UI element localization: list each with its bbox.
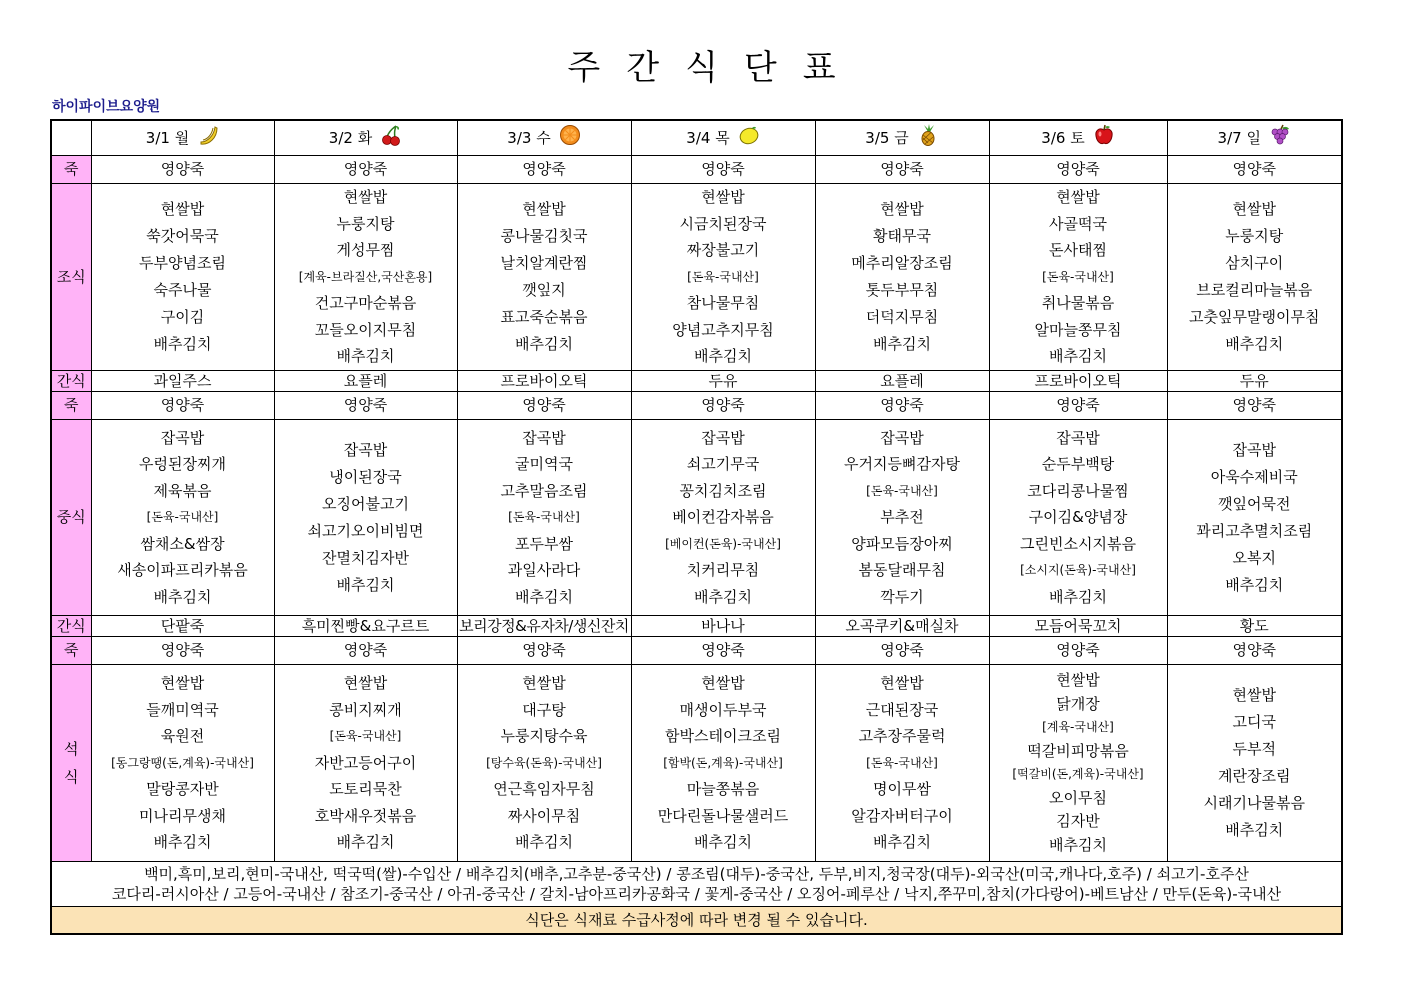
corner-cell: [51, 120, 91, 156]
menu-item: 쇠고기무국: [686, 455, 760, 474]
menu-item: 육원전: [160, 727, 205, 746]
menu-item: 현쌀밥: [1232, 200, 1276, 218]
menu-item: 오징어불고기: [322, 494, 409, 513]
menu-cell: [815, 665, 989, 862]
menu-cell: 모듬어묵꼬치: [989, 616, 1167, 637]
menu-item: 쑥갓어묵국: [146, 227, 219, 245]
menu-cell: 영양죽: [989, 637, 1167, 665]
menu-item: 꼬들오이지무침: [314, 320, 417, 339]
menu-cell: 영양죽: [631, 156, 815, 184]
menu-item: 고춧잎무말랭이무침: [1189, 308, 1320, 326]
menu-cell: [1167, 184, 1342, 371]
menu-item: 우렁된장찌개: [139, 455, 226, 474]
day-header: [989, 120, 1167, 156]
menu-cell: 보리강정&유자차/생신잔치: [457, 616, 631, 637]
menu-item: [베이컨(돈육)-국내산]: [665, 536, 781, 551]
meal-label: 간식: [51, 371, 91, 392]
orange-icon: [559, 124, 581, 146]
menu-cell: [631, 665, 815, 862]
menu-cell: [631, 420, 815, 616]
lemon-icon: [738, 124, 760, 146]
day-label: 3/2 화: [328, 129, 373, 148]
menu-cell: 영양죽: [457, 156, 631, 184]
menu-item: 김자반: [1056, 812, 1100, 830]
meal-label: 조식: [51, 184, 91, 371]
menu-item: 삼치구이: [1225, 254, 1284, 272]
menu-item: 꽁치김치조림: [679, 481, 767, 500]
menu-item: 포두부쌈: [515, 534, 573, 553]
origin-row: [51, 862, 1342, 907]
menu-item: 배추김치: [1225, 335, 1284, 353]
menu-cell: [457, 184, 631, 371]
cherry-icon: [380, 124, 402, 146]
menu-cell: [457, 665, 631, 862]
menu-item: 아욱수제비국: [1210, 467, 1298, 486]
porridge-row: [51, 156, 1342, 184]
menu-item: [돈육-국내산]: [1042, 269, 1114, 284]
menu-cell: 영양죽: [989, 156, 1167, 184]
menu-item: 배추김치: [515, 833, 573, 852]
menu-item: 배추김치: [873, 335, 931, 353]
menu-item: [돈육-국내산]: [508, 510, 580, 525]
banana-icon: [197, 124, 219, 146]
day-header: [457, 120, 631, 156]
menu-cell: 영양죽: [631, 392, 815, 420]
menu-cell: 영양죽: [457, 637, 631, 665]
menu-item: [떡갈비(돈,계육)-국내산]: [1012, 767, 1144, 781]
menu-item: 배추김치: [515, 335, 573, 353]
menu-item: 배추김치: [694, 587, 752, 606]
menu-cell: 영양죽: [91, 637, 274, 665]
day-label: 3/1 월: [145, 129, 190, 148]
notice-text: 식단은 식재료 수급사정에 따라 변경 될 수 있습니다.: [51, 907, 1342, 935]
menu-cell: 흑미찐빵&요구르트: [274, 616, 457, 637]
menu-item: 배추김치: [1225, 575, 1284, 594]
menu-cell: 두유: [1167, 371, 1342, 392]
menu-cell: 영양죽: [815, 156, 989, 184]
menu-item: 봄동달래무침: [858, 561, 946, 580]
menu-item: [돈육-국내산]: [866, 755, 938, 770]
menu-cell: [274, 665, 457, 862]
pineapple-icon: [917, 124, 939, 146]
menu-item: 메추리알장조림: [851, 254, 953, 272]
origin-line: 백미,흑미,보리,현미-국내산, 떡국떡(쌀)-수입산 / 배추김치(배추,고추분-중국산) / 콩조림(대두)-중국산, 두부,비지,청국장(대두)-외국산(미국,캐나다,호주) / 쇠고기-호주산: [144, 865, 1249, 883]
menu-item: 현쌀밥: [160, 200, 205, 218]
menu-item: 배추김치: [336, 575, 395, 594]
menu-item: 양념고추지무침: [672, 320, 774, 339]
menu-item: 굴미역국: [515, 455, 573, 474]
menu-item: 연근흑임자무침: [493, 780, 595, 799]
porridge-row: [51, 637, 1342, 665]
meal-label: 죽: [51, 156, 91, 184]
menu-item: [계육-브라질산,국산혼용]: [298, 269, 433, 284]
menu-item: 꽈리고추멸치조림: [1196, 521, 1313, 540]
menu-item: 명이무쌈: [873, 780, 931, 799]
menu-item: [탕수육(돈육)-국내산]: [486, 755, 602, 770]
menu-cell: 바나나: [631, 616, 815, 637]
menu-cell: [457, 420, 631, 616]
menu-item: 배추김치: [153, 335, 212, 353]
menu-item: 현쌀밥: [1056, 671, 1100, 689]
facility-name: 하이파이브요양원: [52, 99, 161, 115]
menu-item: 사골떡국: [1049, 214, 1107, 233]
menu-cell: 과일주스: [91, 371, 274, 392]
menu-item: 고추말음조림: [500, 481, 588, 500]
menu-item: 구이김&양념장: [1028, 508, 1128, 527]
menu-item: 현쌀밥: [343, 674, 388, 693]
menu-item: 잔멸치김자반: [322, 548, 409, 567]
menu-cell: [91, 665, 274, 862]
menu-item: 근대된장국: [865, 700, 939, 719]
meal-label-part: 석: [64, 740, 79, 758]
menu-cell: 영양죽: [274, 156, 457, 184]
menu-item: 잡곡밥: [701, 428, 745, 447]
menu-cell: 영양죽: [457, 392, 631, 420]
menu-item: 제육볶음: [153, 481, 212, 500]
menu-item: 두부적: [1232, 740, 1276, 758]
menu-item: 함박스테이크조림: [665, 727, 781, 746]
meal-label: 간식: [51, 616, 91, 637]
menu-item: 배추김치: [336, 347, 395, 366]
day-label: 3/4 목: [686, 129, 730, 148]
menu-item: 누룽지탕: [336, 214, 395, 233]
day-label: 3/7 일: [1217, 129, 1261, 148]
menu-item: 현쌀밥: [343, 188, 388, 207]
menu-item: 취나물볶음: [1041, 294, 1115, 313]
menu-item: 시금치된장국: [679, 214, 767, 233]
grape-icon: [1269, 124, 1291, 146]
menu-item: 게성무찜: [336, 241, 395, 260]
meal-label: 중식: [51, 420, 91, 616]
menu-item: 현쌀밥: [522, 674, 566, 693]
day-label: 3/6 토: [1041, 129, 1085, 148]
menu-item: 치커리무침: [686, 561, 760, 580]
menu-item: 현쌀밥: [1056, 188, 1100, 207]
menu-item: 도토리묵찬: [329, 780, 402, 799]
menu-item: 구이김: [160, 308, 205, 326]
notice-row: [51, 907, 1342, 935]
menu-item: 황태무국: [873, 227, 931, 245]
menu-item: 오이무침: [1049, 788, 1107, 807]
menu-item: 더덕지무침: [865, 308, 939, 326]
menu-item: [계육-국내산]: [1042, 720, 1114, 734]
menu-item: 두부양념조림: [139, 254, 226, 272]
menu-item: 잡곡밥: [880, 428, 924, 447]
menu-item: 현쌀밥: [880, 200, 924, 218]
menu-cell: 황도: [1167, 616, 1342, 637]
menu-item: 현쌀밥: [701, 188, 745, 207]
menu-cell: 프로바이오틱: [989, 371, 1167, 392]
menu-cell: [815, 184, 989, 371]
menu-item: 매생이두부국: [679, 700, 767, 719]
menu-item: 깻잎지: [522, 281, 566, 299]
menu-item: 누룽지탕수육: [500, 727, 588, 746]
menu-item: 떡갈비피망볶음: [1027, 741, 1129, 760]
menu-cell: 영양죽: [1167, 637, 1342, 665]
menu-cell: 영양죽: [91, 156, 274, 184]
day-header: [815, 120, 989, 156]
menu-item: 브로컬리마늘볶음: [1196, 281, 1313, 299]
menu-item: 참나물무침: [686, 294, 760, 313]
menu-item: 배추김치: [336, 833, 395, 852]
menu-item: 잡곡밥: [343, 440, 388, 459]
menu-cell: 영양죽: [1167, 156, 1342, 184]
menu-item: 배추김치: [1225, 821, 1284, 839]
origin-info: [51, 862, 1342, 907]
apple-icon: [1093, 124, 1115, 146]
porridge-row: [51, 392, 1342, 420]
menu-item: 짜사이무침: [507, 806, 581, 825]
menu-item: 마늘쫑볶음: [686, 780, 760, 799]
menu-item: 만다린돌나물샐러드: [657, 806, 789, 825]
menu-item: 배추김치: [515, 587, 573, 606]
menu-item: 호박새우젓볶음: [314, 806, 417, 825]
menu-item: 배추김치: [694, 833, 752, 852]
menu-item: 배추김치: [153, 587, 212, 606]
day-header: [274, 120, 457, 156]
menu-item: 깍두기: [880, 587, 924, 606]
menu-item: [돈육-국내산]: [146, 510, 219, 525]
menu-item: 배추김치: [873, 833, 931, 852]
meal-label: [51, 665, 91, 862]
menu-cell: 단팥죽: [91, 616, 274, 637]
snack-am-row: [51, 371, 1342, 392]
menu-item: 누룽지탕: [1225, 227, 1284, 245]
menu-item: [소시지(돈육)-국내산]: [1020, 563, 1136, 578]
menu-item: 닭개장: [1056, 694, 1100, 713]
menu-item: 자반고등어구이: [314, 753, 417, 772]
menu-item: 배추김치: [153, 833, 212, 852]
menu-item: 새송이파프리카볶음: [117, 561, 248, 580]
menu-item: 고디국: [1232, 713, 1276, 731]
menu-cell: [91, 184, 274, 371]
menu-item: 날치알계란찜: [500, 254, 588, 272]
day-header: [631, 120, 815, 156]
lunch-row: [51, 420, 1342, 616]
meal-label-part: 식: [64, 768, 79, 786]
day-header: [1167, 120, 1342, 156]
menu-item: 오복지: [1232, 548, 1276, 567]
menu-item: 그린빈소시지볶음: [1020, 534, 1136, 553]
snack-pm-row: [51, 616, 1342, 637]
day-header: [91, 120, 274, 156]
menu-item: [함박(돈,계육)-국내산]: [663, 755, 783, 770]
menu-item: 쌈채소&쌈장: [140, 534, 225, 553]
menu-item: [돈육-국내산]: [866, 483, 938, 498]
menu-item: 대구탕: [522, 700, 566, 719]
menu-item: 현쌀밥: [160, 674, 205, 693]
menu-item: 현쌀밥: [522, 200, 566, 218]
menu-item: 순두부백탕: [1041, 455, 1115, 474]
menu-item: 알마늘쫑무침: [1034, 320, 1122, 339]
menu-cell: 프로바이오틱: [457, 371, 631, 392]
menu-item: 돈사태찜: [1049, 241, 1107, 260]
menu-item: 표고죽순볶음: [500, 308, 588, 326]
menu-item: 배추김치: [1049, 587, 1107, 606]
menu-cell: [631, 184, 815, 371]
day-header-row: [51, 120, 1342, 156]
menu-item: 깻잎어묵전: [1218, 494, 1291, 513]
menu-item: 잡곡밥: [1056, 428, 1100, 447]
menu-item: 냉이된장국: [329, 467, 402, 486]
menu-cell: 영양죽: [989, 392, 1167, 420]
menu-cell: [989, 420, 1167, 616]
menu-item: [돈육-국내산]: [687, 269, 759, 284]
menu-cell: 영양죽: [631, 637, 815, 665]
menu-item: 쇠고기오이비빔면: [307, 521, 424, 540]
menu-item: 배추김치: [694, 347, 752, 366]
menu-item: 말랑콩자반: [146, 780, 219, 799]
menu-cell: 영양죽: [815, 637, 989, 665]
menu-item: 우거지등뼈감자탕: [844, 455, 960, 474]
menu-item: 현쌀밥: [1232, 686, 1276, 704]
menu-item: [동그랑땡(돈,계육)-국내산]: [111, 755, 254, 770]
menu-cell: [1167, 665, 1342, 862]
menu-cell: [989, 184, 1167, 371]
menu-cell: 영양죽: [274, 637, 457, 665]
menu-cell: 오곡쿠키&매실차: [815, 616, 989, 637]
menu-item: 톳두부무침: [865, 281, 939, 299]
breakfast-row: [51, 184, 1342, 371]
day-label: 3/5 금: [865, 129, 909, 148]
menu-cell: [989, 665, 1167, 862]
menu-item: 잡곡밥: [1232, 440, 1276, 459]
weekly-menu-table: [50, 119, 1343, 935]
menu-item: 현쌀밥: [701, 674, 745, 693]
menu-cell: 영양죽: [1167, 392, 1342, 420]
menu-cell: [815, 420, 989, 616]
menu-item: 베이컨감자볶음: [672, 508, 774, 527]
origin-line: 코다리-러시아산 / 고등어-국내산 / 참조기-중국산 / 아귀-중국산 / 갈치-남아프리카공화국 / 꽃게-중국산 / 오징어-페루산 / 낙지,쭈꾸미,참치(가다랑어)-베트남산 / 만두(돈육)-국내산: [111, 885, 1282, 903]
menu-item: 배추김치: [1049, 835, 1107, 854]
menu-item: 현쌀밥: [880, 674, 924, 693]
meal-label: 죽: [51, 392, 91, 420]
menu-item: 코다리콩나물찜: [1027, 481, 1129, 500]
menu-item: 미나리무생채: [139, 806, 226, 825]
menu-item: 건고구마순볶음: [314, 294, 417, 313]
menu-cell: [91, 420, 274, 616]
menu-item: 과일사라다: [507, 561, 581, 580]
menu-item: 숙주나물: [153, 281, 212, 299]
menu-item: 배추김치: [1049, 347, 1107, 366]
menu-item: 계란장조림: [1218, 767, 1291, 785]
menu-item: 잡곡밥: [522, 428, 566, 447]
page-title: 주간식단표: [567, 48, 862, 88]
menu-item: 콩나물김칫국: [500, 227, 588, 245]
day-label: 3/3 수: [507, 129, 551, 148]
menu-item: 잡곡밥: [160, 428, 205, 447]
menu-item: 들깨미역국: [146, 700, 219, 719]
dinner-row: [51, 665, 1342, 862]
menu-cell: 요플레: [274, 371, 457, 392]
menu-item: 콩비지찌개: [329, 700, 402, 719]
menu-cell: 영양죽: [815, 392, 989, 420]
menu-cell: [274, 420, 457, 616]
menu-item: 알감자버터구이: [851, 806, 953, 825]
menu-cell: 요플레: [815, 371, 989, 392]
menu-cell: 영양죽: [274, 392, 457, 420]
menu-cell: 두유: [631, 371, 815, 392]
menu-item: [돈육-국내산]: [329, 729, 402, 744]
menu-item: 고추장주물럭: [858, 727, 946, 746]
menu-item: 짜장불고기: [686, 241, 760, 260]
menu-cell: 영양죽: [91, 392, 274, 420]
menu-item: 부추전: [880, 508, 924, 527]
menu-cell: [1167, 420, 1342, 616]
menu-cell: [274, 184, 457, 371]
menu-item: 시래기나물볶음: [1203, 794, 1305, 812]
menu-item: 양파모듬장아찌: [851, 534, 953, 553]
meal-label: 죽: [51, 637, 91, 665]
